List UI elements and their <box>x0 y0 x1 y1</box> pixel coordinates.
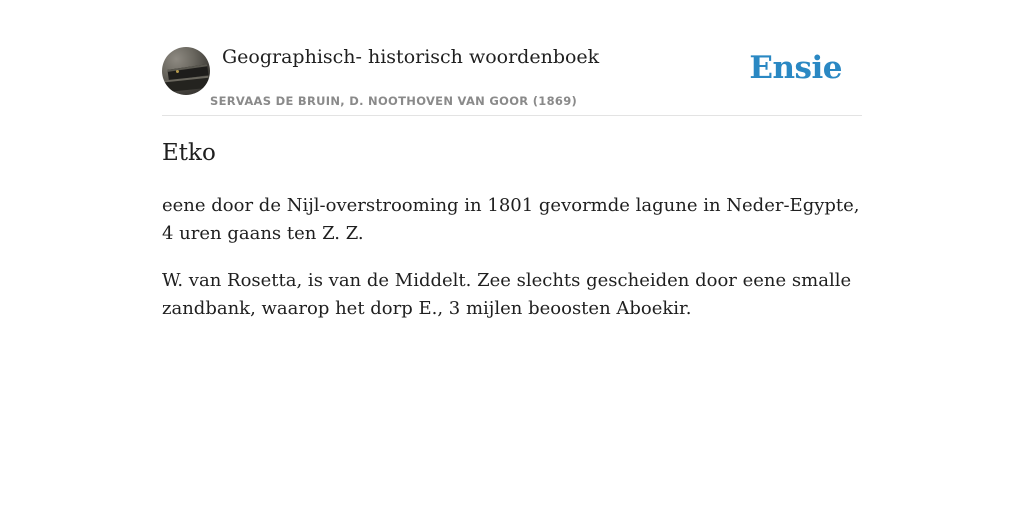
book-avatar[interactable] <box>162 47 210 95</box>
entry-content <box>162 192 867 342</box>
book-title[interactable]: Geographisch- historisch woordenboek <box>222 46 600 68</box>
entry-paragraph: eene door de Nijl-overstrooming in 1801 gevormde lagune in Neder-Egypte, 4 uren gaans ten Z. Z. <box>162 195 860 244</box>
entry-title: Etko <box>162 140 216 166</box>
source-header <box>162 40 862 116</box>
book-byline: SERVAAS DE BRUIN, D. NOOTHOVEN VAN GOOR (1869) <box>210 94 578 108</box>
ensie-logo-link[interactable]: Ensie <box>749 50 842 86</box>
entry-paragraph: W. van Rosetta, is van de Middelt. Zee slechts gescheiden door eene smalle zandbank, waarop het dorp E., 3 mijlen beoosten Aboekir. <box>162 270 852 319</box>
